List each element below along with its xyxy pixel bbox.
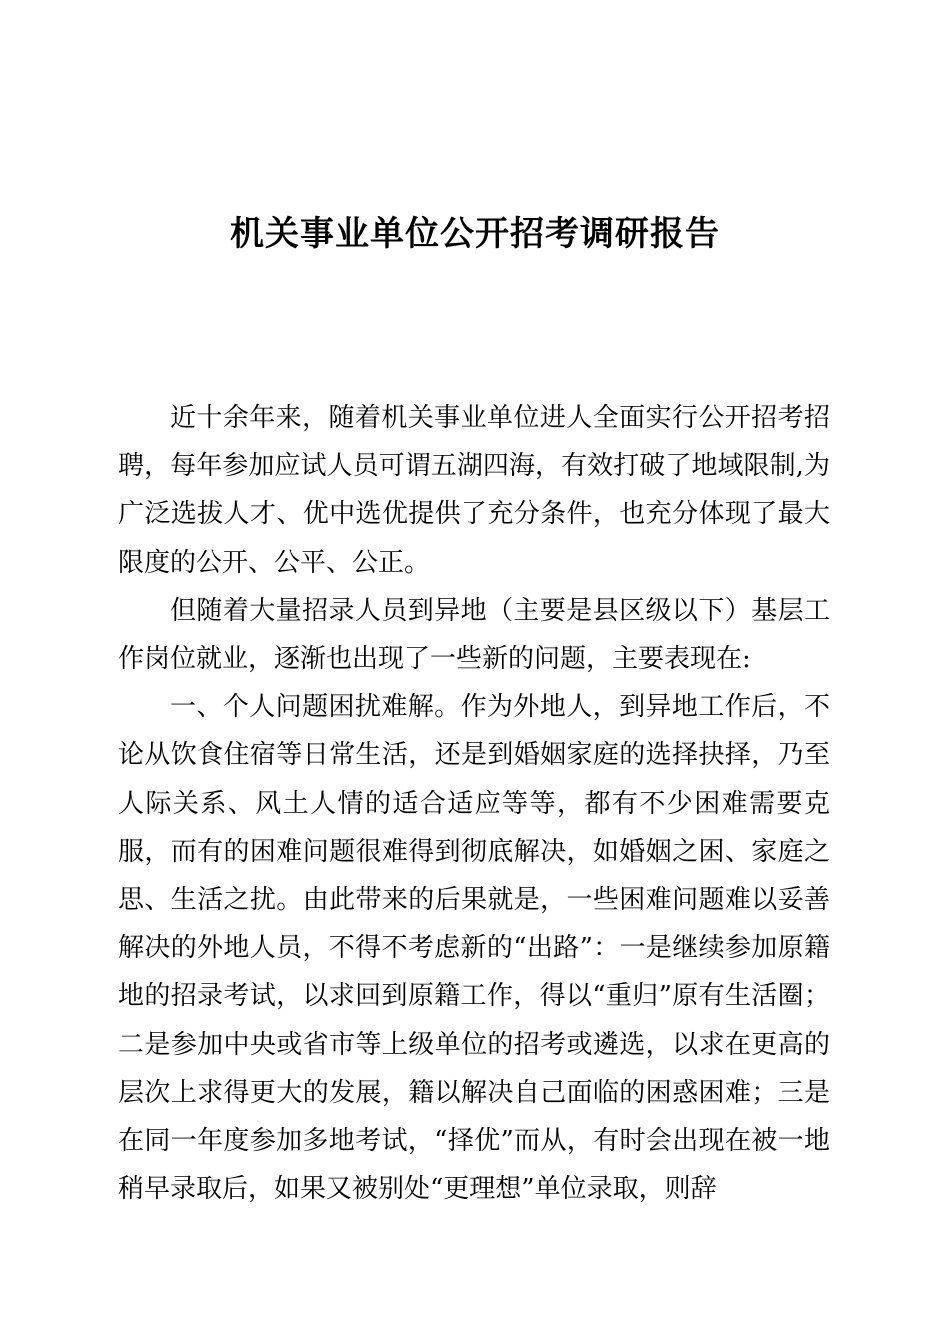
- paragraph-2: 但随着大量招录人员到异地（主要是县区级以下）基层工作岗位就业，逐渐也出现了一些新的问题，主要表现在:: [118, 595, 830, 675]
- page-title: 机关事业单位公开招考调研报告: [230, 214, 720, 254]
- paragraph-1: 近十余年来，随着机关事业单位进人全面实行公开招考招聘，每年参加应试人员可谓五湖四海，有效打破了地域限制,为广泛选拔人才、优中选优提供了充分条件，也充分体现了最大限度的公开、公平、公正。: [118, 403, 830, 578]
- document-body: [118, 394, 830, 1213]
- paragraph-3: 一、个人问题困扰难解。作为外地人，到异地工作后，不论从饮食住宿等日常生活，还是到婚姻家庭的选择抉择，乃至人际关系、风土人情的适合适应等等，都有不少困难需要克服，而有的困难问题很难得到彻底解决，如婚姻之困、家庭之思、生活之扰。由此带来的后果就是，一些困难问题难以妥善解决的外地人员，不得不考虑新的“出路”：一是继续参加原籍地的招录考试，以求回到原籍工作，得以“重归”原有生活圈；二是参加中央或省市等上级单位的招考或遴选，以求在更高的层次上求得更大的发展，籍以解决自己面临的困惑困难；三是在同一年度参加多地考试，“择优”而从，有时会出现在被一地稍早录取后，如果又被别处“更理想”单位录取，则辞: [118, 692, 830, 1205]
